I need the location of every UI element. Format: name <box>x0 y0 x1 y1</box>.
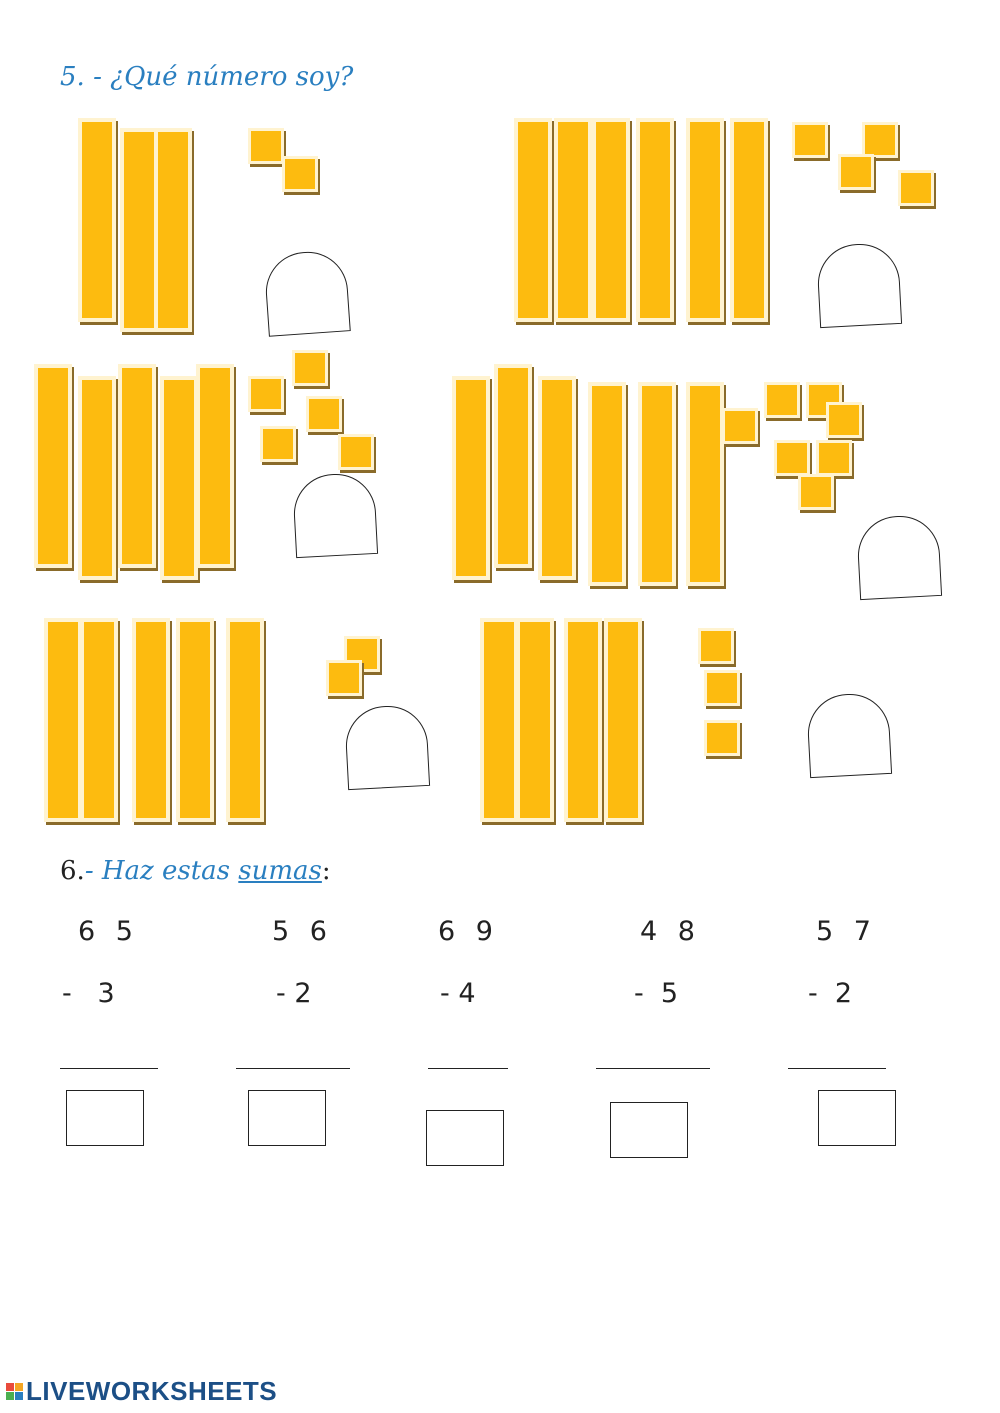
answer-box-3[interactable] <box>426 1110 504 1166</box>
section-6-colon: : <box>321 856 331 886</box>
answer-rule <box>788 1068 886 1069</box>
ten-rod <box>686 118 724 322</box>
section-6-title-underlined: sumas <box>238 856 322 886</box>
answer-arch-1[interactable] <box>263 249 351 337</box>
answer-rule <box>428 1068 508 1069</box>
unit-cube <box>774 440 810 476</box>
section-5-number: 5. <box>60 62 85 92</box>
unit-cube <box>798 474 834 510</box>
answer-arch-2[interactable] <box>816 242 902 328</box>
unit-cube <box>306 396 342 432</box>
problem-top-number: 6 9 <box>438 916 499 947</box>
problem-top-number: 4 8 <box>640 916 701 947</box>
answer-box-1[interactable] <box>66 1090 144 1146</box>
ten-rod <box>516 618 554 822</box>
problem-top-number: 5 7 <box>816 916 877 947</box>
section-5-title: - ¿Qué número soy? <box>93 62 354 92</box>
ten-rod <box>538 376 576 580</box>
answer-box-4[interactable] <box>610 1102 688 1158</box>
ten-rod <box>564 618 602 822</box>
answer-rule <box>60 1068 158 1069</box>
section-6-title: - Haz estas <box>84 856 239 886</box>
answer-box-2[interactable] <box>248 1090 326 1146</box>
unit-cube <box>698 628 734 664</box>
ten-rod <box>514 118 552 322</box>
answer-arch-3[interactable] <box>292 472 378 558</box>
answer-arch-6[interactable] <box>806 692 892 778</box>
ten-rod <box>588 382 626 586</box>
section-6-heading <box>60 856 331 886</box>
problem-bottom-number: - 2 <box>276 978 312 1009</box>
unit-cube <box>722 408 758 444</box>
unit-cube <box>248 376 284 412</box>
unit-cube <box>826 402 862 438</box>
unit-cube <box>862 122 898 158</box>
ten-rod <box>120 128 158 332</box>
problem-top-number: 5 6 <box>272 916 333 947</box>
problem-bottom-number: - 4 <box>440 978 476 1009</box>
problem-top-number: 6 5 <box>78 916 139 947</box>
unit-cube <box>326 660 362 696</box>
unit-cube <box>260 426 296 462</box>
unit-cube <box>704 720 740 756</box>
ten-rod <box>118 364 156 568</box>
unit-cube <box>292 350 328 386</box>
ten-rod <box>554 118 592 322</box>
ten-rod <box>638 382 676 586</box>
answer-rule <box>596 1068 710 1069</box>
ten-rod <box>160 376 198 580</box>
ten-rod <box>44 618 82 822</box>
ten-rod <box>78 376 116 580</box>
unit-cube <box>898 170 934 206</box>
answer-box-5[interactable] <box>818 1090 896 1146</box>
ten-rod <box>494 364 532 568</box>
ten-rod <box>154 128 192 332</box>
ten-rod <box>176 618 214 822</box>
footer-brand <box>6 1376 277 1407</box>
ten-rod <box>686 382 724 586</box>
ten-rod <box>636 118 674 322</box>
ten-rod <box>78 118 116 322</box>
ten-rod <box>452 376 490 580</box>
unit-cube <box>764 382 800 418</box>
ten-rod <box>196 364 234 568</box>
ten-rod <box>226 618 264 822</box>
answer-arch-5[interactable] <box>344 704 430 790</box>
section-5-heading <box>60 62 353 92</box>
liveworksheets-logo-icon <box>6 1383 23 1400</box>
unit-cube <box>282 156 318 192</box>
ten-rod <box>604 618 642 822</box>
unit-cube <box>704 670 740 706</box>
ten-rod <box>80 618 118 822</box>
ten-rod <box>132 618 170 822</box>
section-6-number: 6. <box>60 856 85 886</box>
unit-cube <box>838 154 874 190</box>
brand-name: LIVEWORKSHEETS <box>26 1376 278 1406</box>
answer-arch-4[interactable] <box>856 514 942 600</box>
problem-bottom-number: - 3 <box>62 978 115 1009</box>
unit-cube <box>816 440 852 476</box>
problem-bottom-number: - 5 <box>634 978 679 1009</box>
ten-rod <box>592 118 630 322</box>
unit-cube <box>338 434 374 470</box>
ten-rod <box>480 618 518 822</box>
problem-bottom-number: - 2 <box>808 978 853 1009</box>
ten-rod <box>34 364 72 568</box>
answer-rule <box>236 1068 350 1069</box>
unit-cube <box>792 122 828 158</box>
ten-rod <box>730 118 768 322</box>
unit-cube <box>248 128 284 164</box>
